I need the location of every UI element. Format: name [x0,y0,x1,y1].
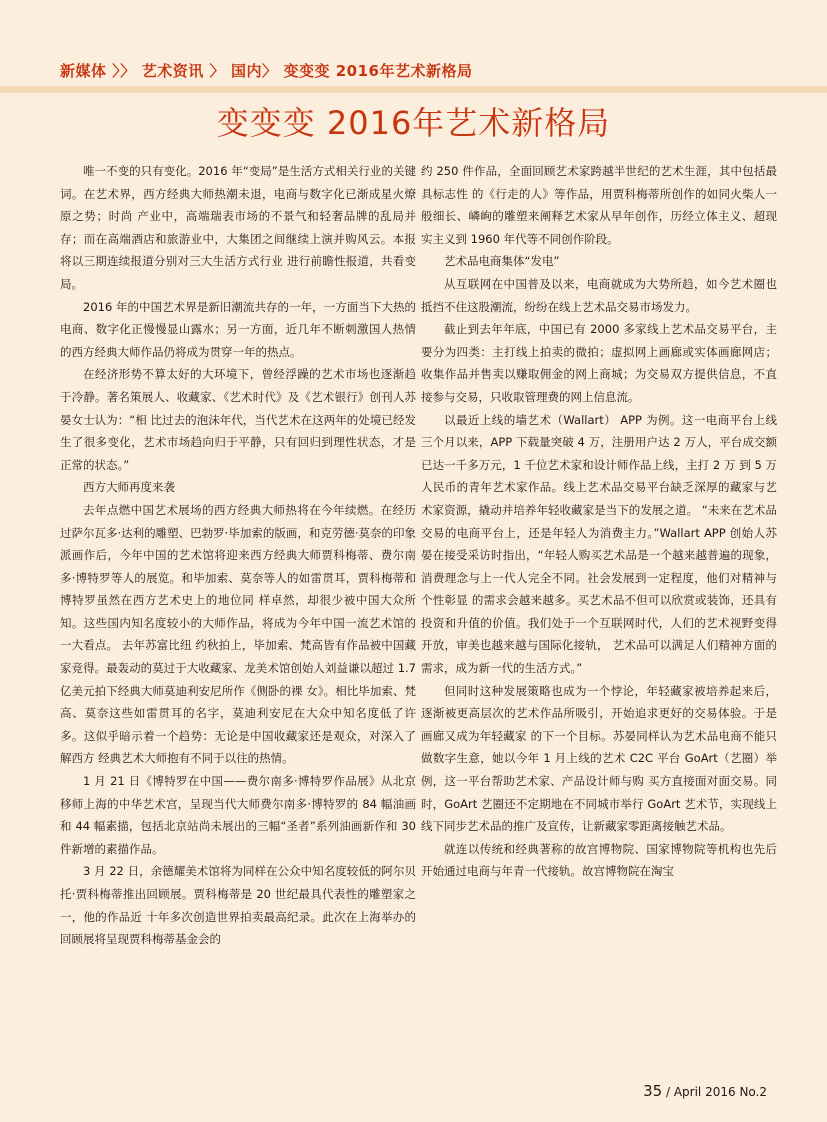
section-heading: 艺术品电商集体“发电” [444,254,560,269]
paragraph: 就连以传统和经典著称的故宫博物院、国家博物院等机构也先后开始通过电商与年青一代接轨。故宫博物院在淘宝 [421,841,777,879]
article-column-right [421,160,777,883]
breadcrumb [60,56,478,84]
paragraph: 约 250 件作品，全面回顾艺术家跨越半世纪的艺术生涯，其中包括最具标志性 的《行走的人》等作品，用贾科梅蒂所创作的如同火柴人一般细长、嶙峋的雕塑来阐释艺术家从早年创作，历经立体主义、超现实主义到 1960 年代等不同创作阶段。 [421,164,777,246]
article-column-left [60,160,416,951]
paragraph: 3 月 22 日，余德耀美术馆将为同样在公众中知名度较低的阿尔贝托·贾科梅蒂推出回顾展。贾科梅蒂是 20 世纪最具代表性的雕塑家之一，他的作品近 十年多次创造世界拍卖最高纪录。此次在上海举办的回顾展将呈现贾科梅蒂基金会的 [60,864,416,947]
paragraph: 截止到去年年底，中国已有 2000 多家线上艺术品交易平台，主要分为四类：主打线上拍卖的微拍；虚拟网上画廊或实体画廊网店；收集作品并售卖以赚取佣金的网上商城；为交易双方提供信息，不直接参与交易，只收取管理费的网上信息流。 [421,322,777,404]
breadcrumb-item-current: 变变变 2016年艺术新格局 [283,61,473,80]
page-title: 变变变 2016年艺术新格局 [216,104,611,142]
paragraph: 但同时这种发展策略也成为一个悖论，年轻藏家被培养起来后，逐渐被更高层次的艺术作品所吸引，开始追求更好的交易体验。于是画廊又成为年轻藏家 的下一个目标。苏晏同样认为艺术品电商不能只做数字生意，她以今年 1 月上线的艺术 C2C 平台 GoArt（艺圈）举例，这一平台帮助艺术家、产品设计师与购 买方直接面对面交易。同时，GoArt 艺圈还不定期地在不同城市举行 GoArt 艺术节，实现线上线下同步艺术品的推广及宣传，让新藏家零距离接触艺术品。 [421,683,777,834]
breadcrumb-item-art-news[interactable]: 艺术资讯 〉 [141,61,225,80]
page-footer [643,1082,767,1100]
paragraph: 2016 年的中国艺术界是新旧潮流共存的一年，一方面当下大热的电商、数字化正慢慢显山露水；另一方面，近几年不断刺激国人热情的西方经典大师作品仍将成为贯穿一年的热点。 [60,299,416,359]
breadcrumb-item-new-media[interactable]: 新媒体 〉〉 [60,61,136,80]
page-number: 35 [643,1082,663,1100]
paragraph: 以最近上线的墙艺术（Wallart） APP 为例。这一电商平台上线三个月以来，APP 下载量突破 4 万，注册用户达 2 万人，平台成交额已达一千多万元，1 千位艺术家和设计师作品上线，主打 2 万 到 5 万人民币的青年艺术家作品。线上艺术品交易平台缺乏深厚的藏家与艺术家资源，撬动并培养年轻收藏家是当下的发展之道。 “未来在艺术品交易的电商平台上，还是年轻人为消费主力。”Wallart APP 创始人苏晏在接受采访时指出，“年轻人购买艺术品是一个越来越普遍的现象，消费理念与上一代人完全不同。社会发展到一定程度，他们对精神与个性彰显 的需求会越来越多。买艺术品不但可以欣赏或装饰，还具有投资和升值的价值。我们处于一个互联网时代，人们的艺术视野变得开放，审美也越来越与国际化接轨， 艺术品可以满足人们精神方面的需求，成为新一代的生活方式。” [421,412,777,676]
paragraph: 从互联网在中国普及以来，电商就成为大势所趋，如今艺术圈也抵挡不住这股潮流，纷纷在线上艺术品交易市场发力。 [421,276,777,314]
page-header-band [0,0,827,56]
paragraph: 在经济形势不算太好的大环境下，曾经浮躁的艺术市场也逐渐趋于冷静。著名策展人、收藏家、《艺术时代》及《艺术银行》创刊人苏晏女士认为：“相 比过去的泡沫年代，当代艺术在这两年的处境已经发生了很多变化，艺术市场趋向归于平静，只有回归到理性状态，才是正常的状态。” [60,367,416,472]
breadcrumb-item-domestic[interactable]: 国内〉 [230,61,278,80]
paragraph: 去年点燃中国艺术展场的西方经典大师热将在今年续燃。在经历过萨尔瓦多·达利的雕塑、巴勃罗·毕加索的版画，和克劳德·莫奈的印象派画作后，今年中国的艺术馆将迎来西方经典大师贾科梅蒂、费尔南多·博特罗等人的展览。和毕加索、莫奈等人的如雷贯耳，贾科梅蒂和博特罗虽然在西方艺术史上的地位同 样卓然，却很少被中国大众所知。这些国内知名度较小的大师作品，将成为今年中国一流艺术馆的一大看点。 去年苏富比纽 约秋拍上，毕加索、梵高皆有作品被中国藏家竞得。最轰动的莫过于大收藏家、龙美术馆创始人刘益谦以超过 1.7 亿美元拍下经典大师莫迪利安尼所作《侧卧的裸 女》。相比毕加索、梵高、莫奈这些如雷贯耳的名字，莫迪利安尼在大众中知名度低了许多。这似乎暗示着一个趋势：无论是中国收藏家还是观众，对深入了解西方 经典艺术大师抱有不同于以往的热情。 [60,502,416,766]
paragraph: 1 月 21 日《博特罗在中国——费尔南多·博特罗作品展》从北京移师上海的中华艺术宫，呈现当代大师费尔南多·博特罗的 84 幅油画和 44 幅素描，包括北京站尚未展出的三幅“圣者”系列油画新作和 30 件新增的素描作品。 [60,774,416,856]
header-divider [0,86,827,93]
paragraph: 唯一不变的只有变化。2016 年“变局”是生活方式相关行业的关键词。在艺术界，西方经典大师热潮未退，电商与数字化已渐成星火燎原之势；时尚 产业中，高端瑞表市场的不景气和轻奢品牌的乱局并存；而在高端酒店和旅游业中，大集团之间继续上演并购风云。本报将以三期连续报道分别对三大生活方式行业 进行前瞻性报道，共看变局。 [60,164,416,291]
section-heading: 西方大师再度来袭 [83,480,175,495]
issue-label: / April 2016 No.2 [665,1085,767,1099]
